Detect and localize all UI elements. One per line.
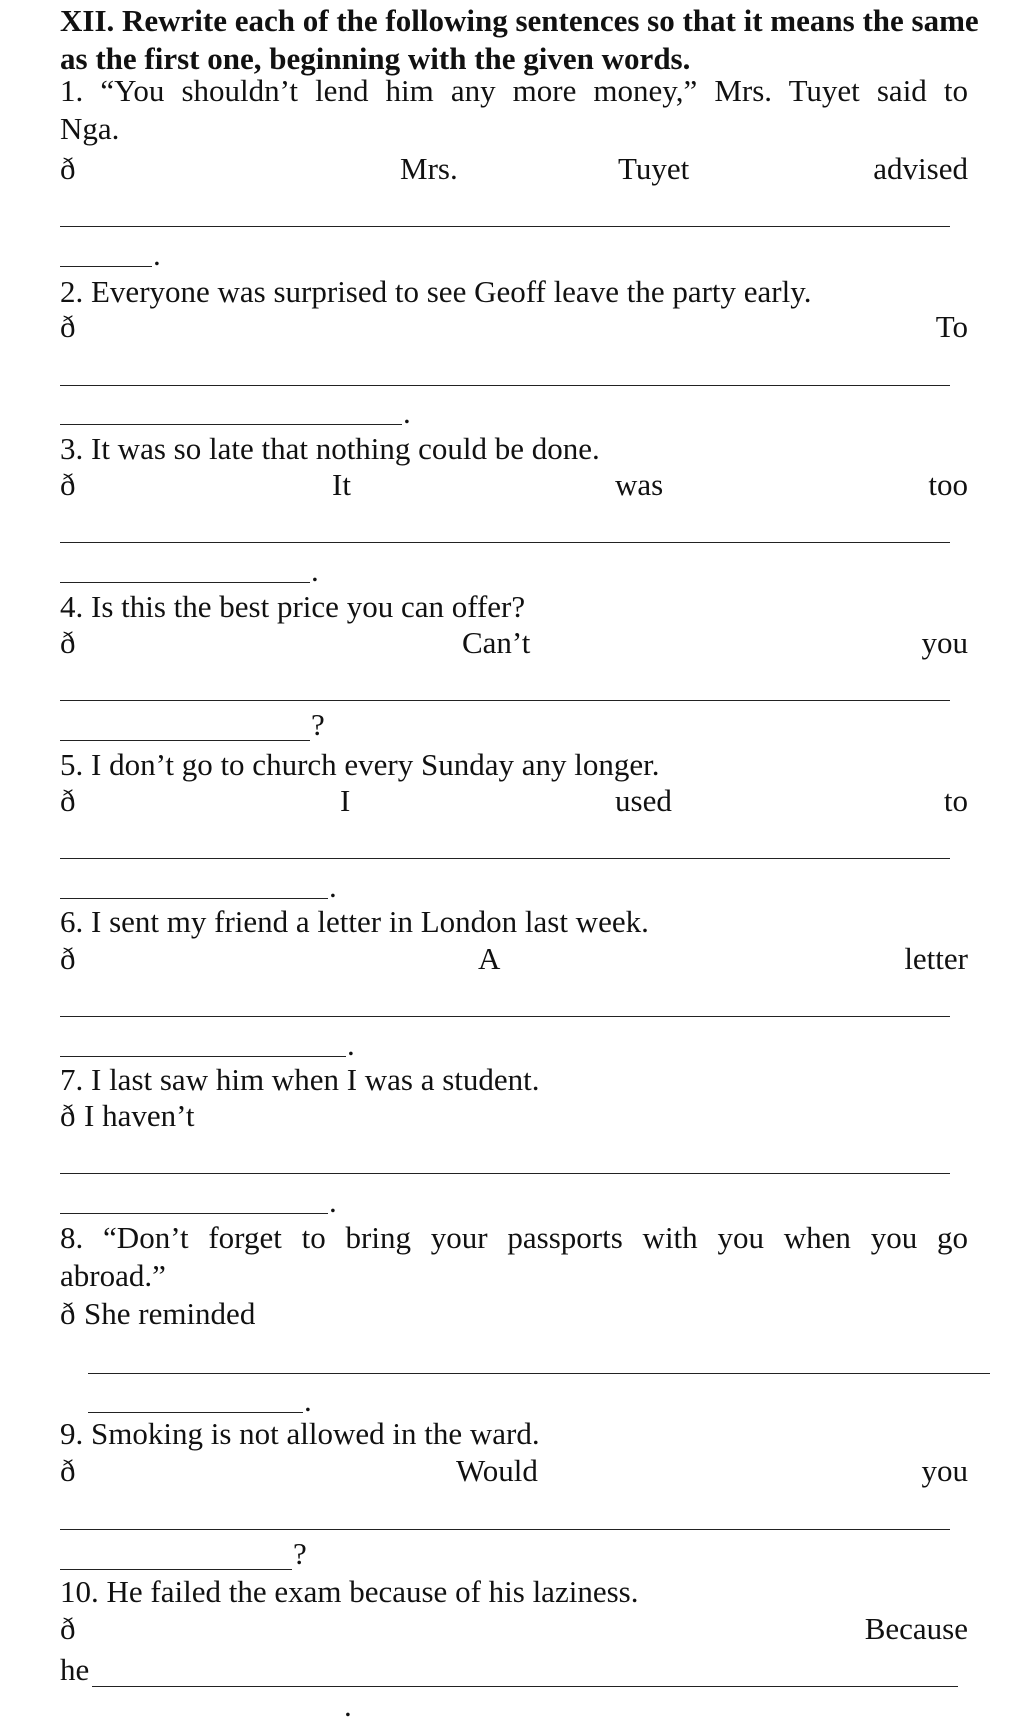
item-3-prompt bbox=[60, 466, 968, 504]
item-5-sentence: 5. I don’t go to church every Sunday any longer. bbox=[60, 747, 660, 782]
item-9-prompt bbox=[60, 1452, 968, 1490]
item-3-word-3: too bbox=[928, 467, 968, 502]
item-9-word-2: you bbox=[921, 1453, 968, 1488]
item-2-answer-line-2[interactable] bbox=[60, 424, 402, 425]
item-6-prompt bbox=[60, 940, 968, 978]
item-6-word-1: A bbox=[478, 941, 501, 976]
item-6-word-2: letter bbox=[904, 941, 968, 976]
item-2-word-1: To bbox=[935, 309, 968, 344]
item-8-answer-line-2[interactable] bbox=[88, 1412, 303, 1413]
item-7-word-1: I haven’t bbox=[84, 1098, 195, 1133]
item-6-answer-line-2[interactable] bbox=[60, 1056, 346, 1057]
item-1-word-2: Tuyet bbox=[618, 151, 690, 186]
item-4-sentence: 4. Is this the best price you can offer? bbox=[60, 589, 526, 624]
item-9-end-mark: ? bbox=[293, 1536, 307, 1571]
item-5-word-3: to bbox=[943, 783, 968, 818]
item-8-word-1: She reminded bbox=[84, 1296, 256, 1331]
item-5-word-2: used bbox=[615, 783, 672, 818]
arrow-icon: ð bbox=[60, 1296, 76, 1331]
item-6-answer-line[interactable] bbox=[60, 1016, 950, 1017]
item-1-sentence-cont: Nga. bbox=[60, 111, 120, 146]
arrow-icon: ð bbox=[60, 783, 76, 818]
arrow-icon: ð bbox=[60, 1453, 76, 1488]
arrow-icon: ð bbox=[60, 467, 76, 502]
item-1-word-3: advised bbox=[873, 151, 968, 186]
item-4-end-mark: ? bbox=[311, 707, 325, 742]
item-3-end-mark: . bbox=[311, 553, 319, 588]
item-5-word-1: I bbox=[340, 783, 351, 818]
item-1-answer-line-2[interactable] bbox=[60, 266, 152, 267]
item-5-answer-line[interactable] bbox=[60, 858, 950, 859]
item-1-prompt bbox=[60, 150, 968, 188]
item-1-word-1: Mrs. bbox=[400, 151, 458, 186]
item-10-answer-line[interactable] bbox=[92, 1686, 958, 1687]
exercise-heading: XII. Rewrite each of the following sentences so that it means the same as the first one, beginning with the given words. bbox=[60, 3, 979, 76]
item-3-word-1: It bbox=[332, 467, 351, 502]
item-5-answer-line-2[interactable] bbox=[60, 898, 328, 899]
item-9-answer-line-2[interactable] bbox=[60, 1569, 292, 1570]
item-10-sentence: 10. He failed the exam because of his laziness. bbox=[60, 1574, 639, 1609]
arrow-icon: ð bbox=[60, 625, 76, 660]
item-8-prompt bbox=[60, 1295, 968, 1333]
arrow-icon: ð bbox=[60, 1611, 76, 1646]
item-8-end-mark: . bbox=[304, 1383, 312, 1418]
item-3-sentence: 3. It was so late that nothing could be done. bbox=[60, 431, 600, 466]
item-4-word-1: Can’t bbox=[462, 625, 531, 660]
item-4-word-2: you bbox=[921, 625, 968, 660]
item-2-answer-line[interactable] bbox=[60, 385, 950, 386]
item-2-end-mark: . bbox=[403, 395, 411, 430]
item-10-continuation-word: he bbox=[60, 1652, 90, 1687]
item-8-answer-line[interactable] bbox=[88, 1373, 990, 1374]
item-10-word-1: Because bbox=[864, 1611, 968, 1646]
item-7-prompt bbox=[60, 1097, 968, 1135]
item-2-prompt bbox=[60, 308, 968, 346]
item-3-answer-line-2[interactable] bbox=[60, 582, 310, 583]
item-7-answer-line-2[interactable] bbox=[60, 1213, 328, 1214]
item-9-answer-line[interactable] bbox=[60, 1529, 950, 1530]
arrow-icon: ð bbox=[60, 1098, 76, 1133]
item-8-sentence: 8. “Don’t forget to bring your passports with you when you go bbox=[60, 1220, 968, 1255]
item-6-sentence: 6. I sent my friend a letter in London last week. bbox=[60, 904, 649, 939]
item-7-end-mark: . bbox=[329, 1184, 337, 1219]
item-1-sentence: 1. “You shouldn’t lend him any more money,” Mrs. Tuyet said to bbox=[60, 73, 968, 108]
item-5-prompt bbox=[60, 782, 968, 820]
item-6-end-mark: . bbox=[347, 1027, 355, 1062]
item-4-prompt bbox=[60, 624, 968, 662]
item-5-end-mark: . bbox=[329, 869, 337, 904]
item-4-answer-line-2[interactable] bbox=[60, 740, 310, 741]
item-2-sentence: 2. Everyone was surprised to see Geoff leave the party early. bbox=[60, 274, 812, 309]
item-1-answer-line[interactable] bbox=[60, 226, 950, 227]
item-8-sentence-cont: abroad.” bbox=[60, 1258, 166, 1293]
arrow-icon: ð bbox=[60, 151, 76, 186]
item-10-end-mark: . bbox=[344, 1688, 352, 1723]
item-9-sentence: 9. Smoking is not allowed in the ward. bbox=[60, 1416, 540, 1451]
item-9-word-1: Would bbox=[456, 1453, 538, 1488]
item-4-answer-line[interactable] bbox=[60, 700, 950, 701]
item-7-sentence: 7. I last saw him when I was a student. bbox=[60, 1062, 540, 1097]
item-1-end-mark: . bbox=[153, 237, 161, 272]
item-3-answer-line[interactable] bbox=[60, 542, 950, 543]
item-10-prompt bbox=[60, 1610, 968, 1648]
item-7-answer-line[interactable] bbox=[60, 1173, 950, 1174]
item-3-word-2: was bbox=[615, 467, 664, 502]
arrow-icon: ð bbox=[60, 309, 76, 344]
arrow-icon: ð bbox=[60, 941, 76, 976]
